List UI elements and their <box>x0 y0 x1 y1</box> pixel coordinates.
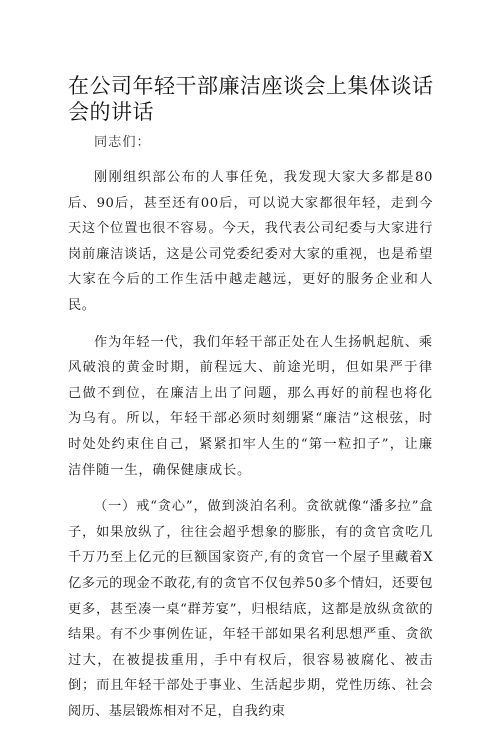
paragraph: （一）戒“贪心”，做到淡泊名利。贪欲就像“潘多拉”盒子，如果放纵了，往往会超乎想象的膨胀，有的贪官贪吃几千万乃至上亿元的巨额国家资产,有的贪官一个屋子里藏着X亿多元的现金不敢花,有的贪官不仅包养50多个情妇，还要包更多，甚至凑一桌“群芳宴”，归根结底，这都是放纵贪欲的结果。有不少事例佐证，年轻干部如果名利思想严重、贪欲过大，在被提拔重用，手中有权后，很容易被腐化、被击倒；而且年轻干部处于事业、生活起步期，党性历练、社会阅历、基层锻炼相对不足，自我约束 <box>68 499 433 719</box>
greeting: 同志们： <box>94 135 151 150</box>
paragraph: 刚刚组织部公布的人事任免，我发现大家大多都是80后、90后，甚至还有00后，可以说大家都很年轻，走到今天这个位置也很不容易。今天，我代表公司纪委与大家进行岗前廉洁谈话，这是公司党委纪委对大家的重视，也是希望大家在今后的工作生活中越走越远，更好的服务企业和人民。 <box>68 170 433 313</box>
paragraph: 作为年轻一代，我们年轻干部正处在人生扬帆起航、乘风破浪的黄金时期，前程远大、前途光明，但如果严于律己做不到位，在廉洁上出了问题，那么再好的前程也将化为乌有。所以，年轻干部必须时刻绷紧“廉洁”这根弦，时时处处约束住自己，紧紧扣牢人生的“第一粒扣子”，让廉洁伴随一生，确保健康成长。 <box>68 334 433 478</box>
document-body <box>68 130 433 735</box>
page-title: 在公司年轻干部廉洁座谈会上集体谈话会的讲话 <box>68 74 434 124</box>
